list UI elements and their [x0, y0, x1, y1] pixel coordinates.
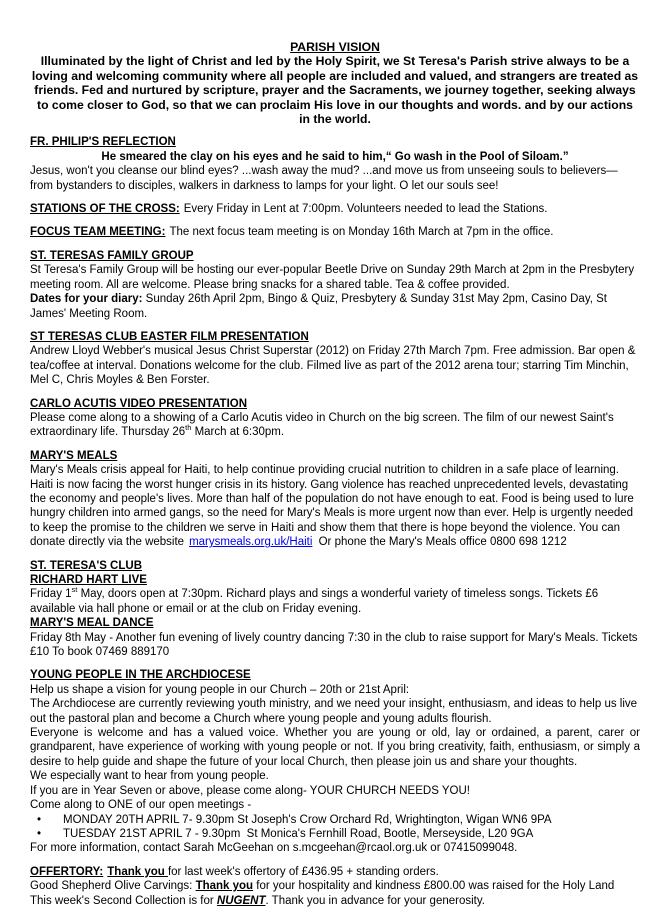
- richard-hart-heading: RICHARD HART LIVE: [30, 574, 147, 586]
- reflection-quote: He smeared the clay on his eyes and he said to him,“ Go wash in the Pool of Siloam.”: [101, 150, 569, 163]
- section-offertory: [30, 865, 640, 908]
- carlo-body-start: Please come along to a showing of a Carlo Acutis video in Church on the big screen. The film of our newest Saint's extraordinary life. Thursday 26: [30, 411, 614, 439]
- easter-film-body: Andrew Lloyd Webber's musical Jesus Christ Superstar (2012) on Friday 27th March 7pm. Free admission. Bar open & tea/coffee at interval. Donations welcome for the club. Filmed live as part of the 2012 arena tour; starring Tim Minchin, Mel C, Chris Moyles & Ben Forster.: [30, 345, 636, 387]
- marysmeals-haiti-link[interactable]: marysmeals.org.uk/Haiti: [189, 536, 313, 549]
- richard-body-start: Friday 1: [30, 588, 72, 601]
- richard-body-end: May, doors open at 7:30pm. Richard plays and sings a wonderful variety of timeless songs. Tickets £6 available via hall phone or email or at the club on Friday evening.: [30, 588, 599, 615]
- young-people-heading: YOUNG PEOPLE IN THE ARCHDIOCESE: [30, 669, 251, 682]
- ordinal-superscript: st: [71, 585, 78, 595]
- section-carlo-acutis: [30, 397, 640, 440]
- stations-text: Every Friday in Lent at 7:00pm. Volunteers needed to lead the Stations.: [183, 203, 548, 216]
- marys-meals-text-after-link: Or phone the Mary's Meals office 0800 698 1212: [315, 536, 567, 549]
- family-group-body: St Teresa's Family Group will be hosting our ever-popular Beetle Drive on Sunday 29th March at 2pm in the Presbytery meeting room. All are welcome. Please bring snacks for a shared table. Tea & coffee provided.: [30, 264, 635, 291]
- easter-film-heading: ST TERESAS CLUB EASTER FILM PRESENTATION: [30, 330, 309, 343]
- offertory-line2-start: Good Shepherd Olive Carvings:: [30, 880, 196, 893]
- parish-vision-heading: PARISH VISION: [290, 40, 380, 54]
- nugent-collection-label: NUGENT: [216, 894, 266, 907]
- offertory-line1-rest: for last week's offertory of £436.95 + standing orders.: [167, 865, 439, 878]
- parish-vision-text: Illuminated by the light of Christ and led by the Holy Spirit, we St Teresa's Parish strive always to be a loving and welcoming community where all people are included and valued, and strangers are treated as friends. Fed and nurtured by scripture, prayer and the Sacraments, we journey together, seeking always to come closer to God, so that we can proclaim His love in our thoughts and words. and by our actions in the world.: [31, 54, 639, 127]
- offertory-label: OFFERTORY:: [30, 865, 104, 878]
- offertory-line2: [30, 879, 640, 893]
- family-group-diary: [30, 292, 640, 321]
- meeting-tuesday-text: TUESDAY 21ST APRIL 7 - 9.30pm St Monica's Fernhill Road, Bootle, Merseyside, L20 9GA: [63, 827, 534, 840]
- carlo-body-end: March at 6:30pm.: [191, 426, 285, 439]
- focus-text: The next focus team meeting is on Monday 16th March at 7pm in the office.: [169, 226, 554, 239]
- young-people-para1: The Archdiocese are currently reviewing youth ministry, and we need your insight, enthusiasm, and ideas to help us live out the pastoral plan and become a Church where young people and young adults flourish.: [30, 698, 638, 725]
- carlo-acutis-body: [30, 411, 640, 440]
- section-young-people: [30, 668, 640, 855]
- offertory-line3: [30, 894, 640, 908]
- young-people-contact: For more information, contact Sarah McGeehan on s.mcgeehan@rcaol.org.uk or 07415099048.: [30, 842, 518, 855]
- section-stations-of-the-cross: [30, 202, 640, 216]
- marys-meals-body: [30, 463, 640, 549]
- young-people-intro: Help us shape a vision for young people in our Church – 20th or 21st April:: [30, 683, 410, 696]
- section-easter-film: [30, 330, 640, 388]
- bullet-marker-icon: •: [37, 813, 42, 826]
- marys-meals-text: Mary's Meals crisis appeal for Haiti, to help continue providing crucial nutrition to children in a safe place of learning. Haiti is now facing the worst hunger crisis in its history. Gang violence has reached unprecedented levels, devastating the economy and people's lives. More than half of the population do not have enough to eat. Food is being used to lure hungry children into armed gangs, so the need for Mary's Meals is more urgent now than ever. Help is urgently needed to keep the promise to the children we serve in Haiti and show them that there is hope beyond the violence. You can donate directly via the website: [30, 464, 634, 549]
- diary-text: Sunday 26th April 2pm, Bingo & Quiz, Presbytery & Sunday 31st May 2pm, Casino Day, St James' Meeting Room.: [30, 293, 607, 320]
- section-family-group: [30, 249, 640, 321]
- section-reflection: [30, 135, 640, 193]
- section-marys-meals: [30, 449, 640, 550]
- section-st-teresas-club: [30, 559, 640, 660]
- diary-label: Dates for your diary:: [30, 293, 143, 306]
- marys-meals-heading: MARY'S MEALS: [30, 449, 118, 462]
- family-group-heading: ST. TERESAS FAMILY GROUP: [30, 249, 194, 262]
- reflection-heading: FR. PHILIP'S REFLECTION: [30, 136, 176, 149]
- offertory-line1: [30, 865, 640, 879]
- offertory-line3-rest: . Thank you in advance for your generosity.: [265, 894, 485, 907]
- club-heading: ST. TERESA'S CLUB: [30, 559, 142, 572]
- section-focus-team-meeting: [30, 225, 640, 239]
- offertory-thanks2: Thank you: [195, 880, 254, 893]
- carlo-acutis-heading: CARLO ACUTIS VIDEO PRESENTATION: [30, 397, 248, 410]
- offertory-line3-start: This week's Second Collection is for: [30, 894, 217, 907]
- stations-heading: STATIONS OF THE CROSS:: [30, 203, 180, 216]
- meal-dance-heading: MARY'S MEAL DANCE: [30, 617, 154, 630]
- meeting-item-tuesday: [30, 827, 640, 841]
- bullet-marker-icon: •: [37, 827, 42, 840]
- ordinal-superscript: th: [185, 423, 192, 433]
- meeting-monday-text: MONDAY 20TH APRIL 7- 9.30pm St Joseph's Crow Orchard Rd, Wrightington, Wigan WN6 9PA: [63, 813, 552, 826]
- meeting-item-monday: [30, 813, 640, 827]
- meal-dance-body: Friday 8th May - Another fun evening of lively country dancing 7:30 in the club to raise support for Mary's Meals. Tickets £10 To book 07469 889170: [30, 631, 638, 659]
- young-people-para4: If you are in Year Seven or above, please come along- YOUR CHURCH NEEDS YOU!: [30, 784, 470, 797]
- focus-heading: FOCUS TEAM MEETING:: [30, 226, 166, 239]
- young-people-para5: Come along to ONE of our open meetings -: [30, 799, 252, 812]
- offertory-line2-rest: for your hospitality and kindness £800.00 was raised for the Holy Land: [253, 880, 615, 893]
- young-people-para2: Everyone is welcome and has a valued voice. Whether you are young or old, lay or ordained, a parent, carer or grandparent, have experience of working with young people or not. If you bring creativity, faith, enthusiasm, or simply a desire to help guide and shape the future of your local Church, then please join us and share your thoughts.: [30, 727, 640, 768]
- offertory-thanks1: Thank you: [107, 865, 168, 878]
- reflection-body: Jesus, won't you cleanse our blind eyes? ...wash away the mud? ...and move us from unseeing souls to believers—from bystanders to disciples, walkers in darkness to lamps for your light. O let our souls see!: [30, 165, 618, 192]
- young-people-para3: We especially want to hear from young people.: [30, 770, 269, 783]
- richard-hart-body: [30, 587, 640, 616]
